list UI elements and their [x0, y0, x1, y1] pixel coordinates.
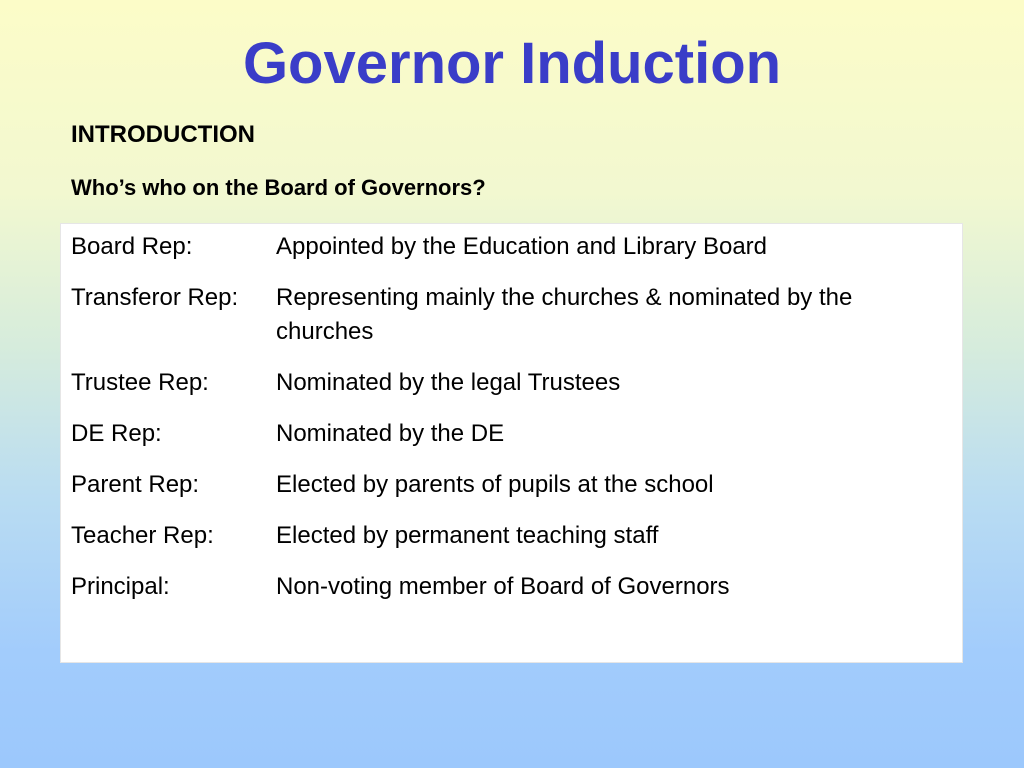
subheading: Who’s who on the Board of Governors? [71, 175, 486, 200]
role-name: DE Rep: [71, 420, 162, 447]
role-row-de-rep [61, 417, 962, 451]
role-row-board-rep [61, 230, 962, 264]
roles-panel [60, 223, 963, 663]
role-name: Principal: [71, 573, 170, 600]
role-name: Parent Rep: [71, 471, 200, 498]
role-name: Trustee Rep: [71, 369, 209, 396]
role-description: Nominated by the DE [276, 420, 505, 447]
role-description: Appointed by the Education and Library Board [276, 233, 768, 260]
role-row-principal [61, 570, 962, 604]
role-name: Teacher Rep: [71, 522, 214, 549]
role-name: Transferor Rep: [71, 284, 239, 311]
role-description: Nominated by the legal Trustees [276, 369, 621, 396]
role-row-teacher-rep [61, 519, 962, 553]
role-description: Elected by permanent teaching staff [276, 522, 659, 549]
slide-title: Governor Induction [242, 31, 782, 96]
role-description: Non-voting member of Board of Governors [276, 573, 730, 600]
role-row-transferor-rep [61, 281, 962, 349]
role-row-parent-rep [61, 468, 962, 502]
role-description: Elected by parents of pupils at the school [276, 471, 714, 498]
role-row-trustee-rep [61, 366, 962, 400]
role-description: Representing mainly the churches & nominated by the churches [276, 284, 853, 345]
section-heading: INTRODUCTION [71, 121, 255, 148]
role-name: Board Rep: [71, 233, 193, 260]
